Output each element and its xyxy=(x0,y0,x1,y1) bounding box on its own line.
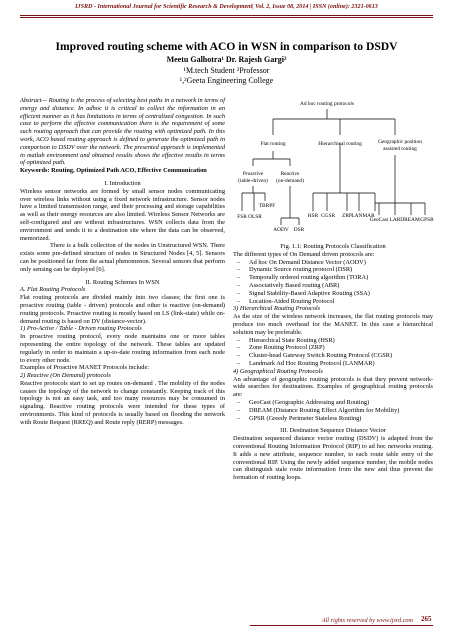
footer-rule xyxy=(250,625,433,626)
proactive-paragraph: In proactive routing protocol, every node maintains one or more tables representing the entire topology of the network. These tables are updated regularly in order to maintain a up-to-date routing information from each node to every other node. xyxy=(20,333,225,364)
page-number: 265 xyxy=(421,615,432,623)
routing-classification-figure xyxy=(235,93,435,243)
fig-geo-label-1: Geographic position xyxy=(378,139,422,145)
header-rule xyxy=(20,15,433,16)
fig-reactive-label-1: Reactive xyxy=(280,171,300,177)
running-header: IJSRD - International Journal for Scientific Research & Development| Vol. 2, Issue 08, 2014 | ISSN (online): 2321-0613 xyxy=(75,4,378,10)
list-item: – Ad hoc On Demand Distance Vector (AODV) xyxy=(233,259,433,267)
subsection-geographical: 4) Geographical Routing Protocols xyxy=(233,367,323,375)
list-item: – Location-Aided Routing Protocol xyxy=(233,298,433,306)
intro-paragraph-2: There is a bulk collection of the nodes in Unstructured WSN. There exists some pre-defined structure of nodes in Structured Nodes [4, 5]. Sensors can be positioned far from the actual phenomenon. Several sensors that perform only sensing can be deployed [6]. xyxy=(20,242,225,273)
proactive-examples: Examples of Proactive MANET Protocols include: xyxy=(20,364,150,372)
list-item: – GPSR (Greedy Perimeter Stateless Routing) xyxy=(233,415,433,423)
keywords: Keywords: Routing, Optimized Path ACO, Effective Communication xyxy=(20,167,207,175)
fig-leaf-dsr: DSR xyxy=(293,227,305,233)
fig-hier-label: Hierarchical routing xyxy=(318,141,362,147)
subsection-flat: A. Flat Routing Protocols xyxy=(20,286,86,294)
fig-proactive-label-2: (table-driven) xyxy=(238,178,268,184)
fig-reactive-label-2: (on-demand) xyxy=(276,178,304,184)
footer-rights: All rights reserved by www.ijsrd.com xyxy=(321,617,413,624)
list-item: – Hierarchical State Routing (HSR) xyxy=(233,337,433,345)
list-item: – Signal Stability-Based Adaptive Routing (SSA) xyxy=(233,290,433,298)
hierarchical-paragraph: As the size of the wireless network increases, the flat routing protocols may produce too much overhead for the MANET. In this case a hierarchical solution may be preferable. xyxy=(233,313,433,336)
subsection-reactive: 2) Reactive (On Demand) protocols xyxy=(20,372,111,380)
section-dsdv-heading: III. Destination Sequence Distance Vector xyxy=(280,427,386,435)
intro-paragraph-1: Wireless sensor networks are formed by small sensor nodes communicating over wireless links without using a fixed network infrastructure. Sensor nodes have a limited transmission range, and their processing and storage capabilities as well as their energy resources are also limited. Wireless Sensor Networks are self-configured and are without infrastructures. WSN collects data from the environment and sends it to a destination site where the data can be observed, memorized. xyxy=(20,187,225,242)
fig-leaf-olsr: OLSR xyxy=(248,214,262,220)
header-rule-thin xyxy=(20,17,433,18)
ondemand-list xyxy=(233,259,433,306)
hierarchical-list xyxy=(233,337,433,368)
dsdv-paragraph: Destination sequenced distance vector routing (DSDV) is adapted from the conventional Routing Information Protocol (RIP) to ad hoc networks routing. It adds a new attribute, sequence number, to each route table entry of the conventional RIP. Using the newly added sequence number, the mobile nodes can distinguish stale route information from the new and thus prevent the formation of routing loops. xyxy=(233,435,433,482)
list-item: – Zone Routing Protocol (ZRP) xyxy=(233,344,433,352)
fig-leaf-geocast: GeoCast xyxy=(369,217,389,223)
authors: Meetu Galhotra¹ Dr. Rajesh Gargi² xyxy=(166,55,287,64)
list-item: – Temporally ordered routing algorithm (TORA) xyxy=(233,274,433,282)
fig-leaf-zrp: ZRP xyxy=(342,213,352,219)
paper-title: Improved routing scheme with ACO in WSN in comparison to DSDV xyxy=(55,40,398,53)
fig-leaf-dream: DREAM xyxy=(400,217,420,223)
fig-leaf-fsr: FSR xyxy=(237,214,247,220)
list-item: – DREAM (Distance Routing Effect Algorithm for Mobility) xyxy=(233,407,433,415)
fig-leaf-lar: LAR xyxy=(389,217,401,223)
fig-flat-label: Flat routing xyxy=(260,141,286,147)
list-item: – GeoCast (Geographic Addressing and Routing) xyxy=(233,399,433,407)
right-column xyxy=(233,243,433,482)
flat-paragraph: Flat routing protocols are divided mainly into two classes; the first one is proactive routing (table - driven) protocols and other is reactive (on-demand) routing protocols. Proactive routing is mostly based on LS (link-state) while on-demand routing is based on DV (distance-vector). xyxy=(20,294,225,325)
subsection-hierarchical: 3) Hierarchical Routing Protocols xyxy=(233,305,321,313)
reactive-paragraph: Reactive protocols start to set up routes on-demand . The mobility of the nodes causes the topology of the network to change constantly. Keeping track of this topology is not an easy task, and too many resources may be consumed in signaling. Reactive routing protocols were intended for these types of environments. This kind of protocols is usually based on flooding the network with Route Request (RREQ) and Route reply (RERP) messages. xyxy=(20,379,225,426)
list-item: – Dynamic Source routing protocol (DSR) xyxy=(233,266,433,274)
fig-geo-label-2: assisted routing xyxy=(383,146,417,152)
section-schemes-heading: II. Routing Schemes In WSN xyxy=(85,278,160,286)
ondemand-intro: The different types of On Demand driven protocols are: xyxy=(233,250,375,258)
section-intro-heading: I. Introduction xyxy=(104,179,141,187)
abstract: Abstract— Routing is the process of selecting best paths in a network in terms of energy and distance. In adhoc it is critical to collect the information in an efficient manner as it has limitations in terms of centralized congestion. In such case to perform the effective communication there is the requirement of some such routing approach that can provide the routing with optimized path. In this work, ACO based routing approach is defined to generate the optimized path in comparison to DSDV over the network. The presented approach is implemented in matlab environment and obtained results shows the effective results in terms of optimized path. xyxy=(20,97,225,167)
figure-caption: Fig. 1.1: Routing Protocols Classification xyxy=(280,243,386,250)
fig-proactive-label-1: Proactive xyxy=(242,171,264,177)
fig-leaf-aodv: AODV xyxy=(273,227,289,233)
fig-leaf-hsr: HSR xyxy=(307,213,319,219)
affiliation-college: ¹,²Geeta Engineering College xyxy=(179,76,274,85)
list-item: – Landmark Ad Hoc Routing Protocol (LANMAR) xyxy=(233,360,433,368)
list-item: – Cluster-head Gateway Switch Routing Protocol (CGSR) xyxy=(233,352,433,360)
subsection-proactive: 1) Pro-Active / Table - Driven routing Protocols xyxy=(20,325,142,333)
geographical-paragraph: An advantage of geographic routing protocols is that they prevent network-wide searches for destinations. Examples of geographical routing protocols are: xyxy=(233,375,433,399)
affiliation-roles: ¹M.tech Student ²Professor xyxy=(183,66,270,75)
fig-leaf-gpsr: GPSR xyxy=(420,217,434,223)
fig-leaf-lanmar: LANMAR xyxy=(351,213,375,219)
fig-root-label: Ad hoc routing protocols xyxy=(299,101,355,107)
geographical-list xyxy=(233,399,433,422)
fig-leaf-cgsr: CGSR xyxy=(320,213,336,219)
list-item: – Associatively Based routing (ABR) xyxy=(233,282,433,290)
fig-leaf-tbrpf: TBRPF xyxy=(258,203,276,209)
left-column xyxy=(20,97,225,427)
